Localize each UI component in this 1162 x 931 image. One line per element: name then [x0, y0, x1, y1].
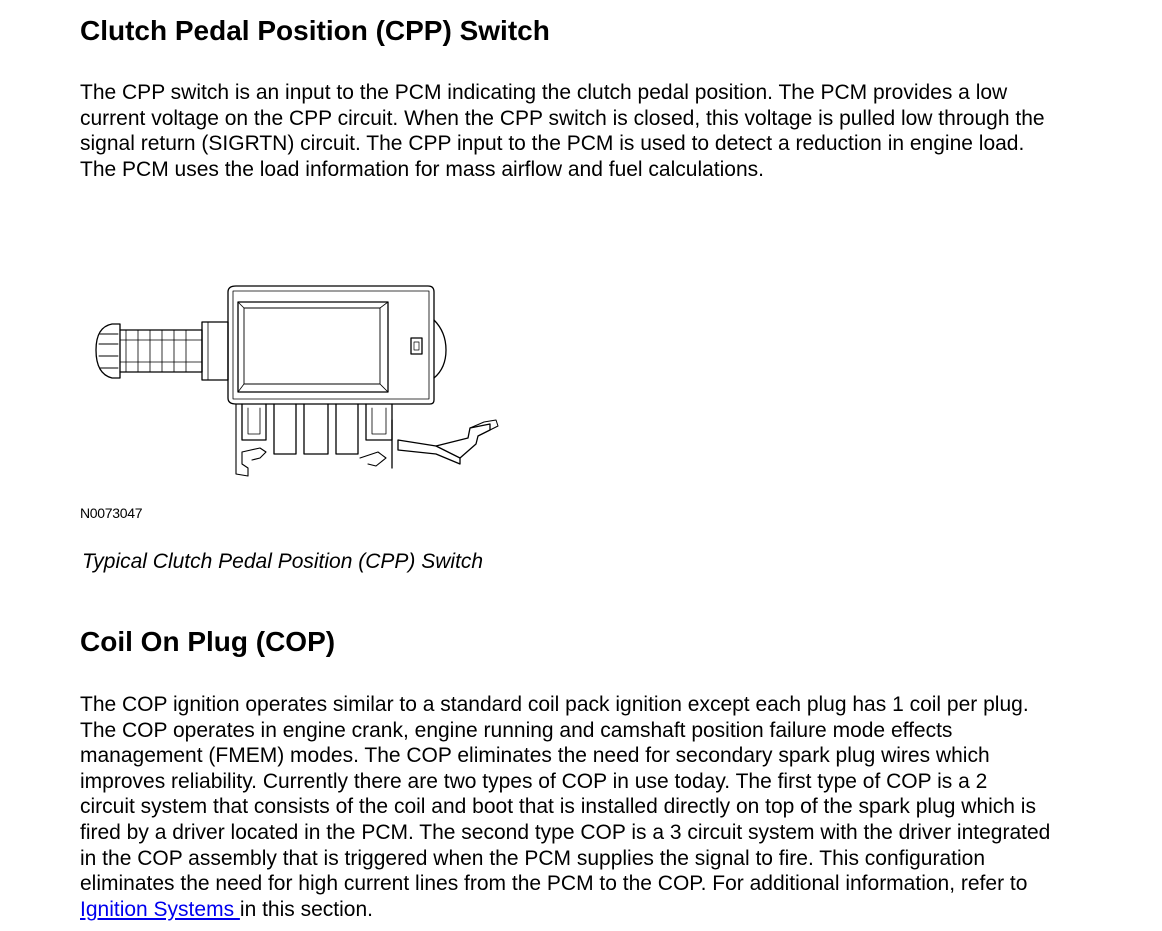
cpp-line-2: current voltage on the CPP circuit. When the CPP switch is closed, this voltage is pulled low through the	[80, 106, 1045, 130]
cpp-switch-illustration	[90, 282, 515, 482]
figure-id-label: N0073047	[80, 505, 143, 521]
cpp-line-4: The PCM uses the load information for mass airflow and fuel calculations.	[80, 157, 764, 181]
cop-line-8: eliminates the need for high current lines from the PCM to the COP. For additional information, refer to	[80, 872, 1028, 896]
cop-line-3: management (FMEM) modes. The COP eliminates the need for secondary spark plug wires which	[80, 744, 990, 768]
cpp-line-3: signal return (SIGRTN) circuit. The CPP input to the PCM is used to detect a reduction in engine load.	[80, 132, 1025, 156]
section-title-cop: Coil On Plug (COP)	[80, 626, 336, 657]
section-title-cpp-switch: Clutch Pedal Position (CPP) Switch	[80, 15, 550, 46]
ignition-systems-link[interactable]: Ignition Systems	[80, 897, 240, 921]
cop-line-5: circuit system that consists of the coil and boot that is installed directly on top of the spark plug which is	[80, 795, 1036, 819]
cpp-description	[80, 80, 1145, 182]
cop-line-1: The COP ignition operates similar to a standard coil pack ignition except each plug has 1 coil per plug.	[80, 693, 1029, 716]
cop-line-7: in the COP assembly that is triggered when the PCM supplies the signal to fire. This configuration	[80, 846, 986, 870]
cop-line-2: The COP operates in engine crank, engine running and camshaft position failure mode effects	[80, 718, 953, 742]
cop-description	[80, 692, 1145, 922]
cpp-line-1: The CPP switch is an input to the PCM indicating the clutch pedal position. The PCM provides a low	[80, 81, 1008, 104]
figure-caption: Typical Clutch Pedal Position (CPP) Switch	[82, 550, 484, 573]
link-trailing-text: in this section.	[239, 897, 373, 921]
cop-line-6: fired by a driver located in the PCM. The second type COP is a 3 circuit system with the driver integrated	[80, 820, 1051, 844]
cop-line-4: improves reliability. Currently there are two types of COP in use today. The first type of COP is a 2	[80, 769, 988, 793]
